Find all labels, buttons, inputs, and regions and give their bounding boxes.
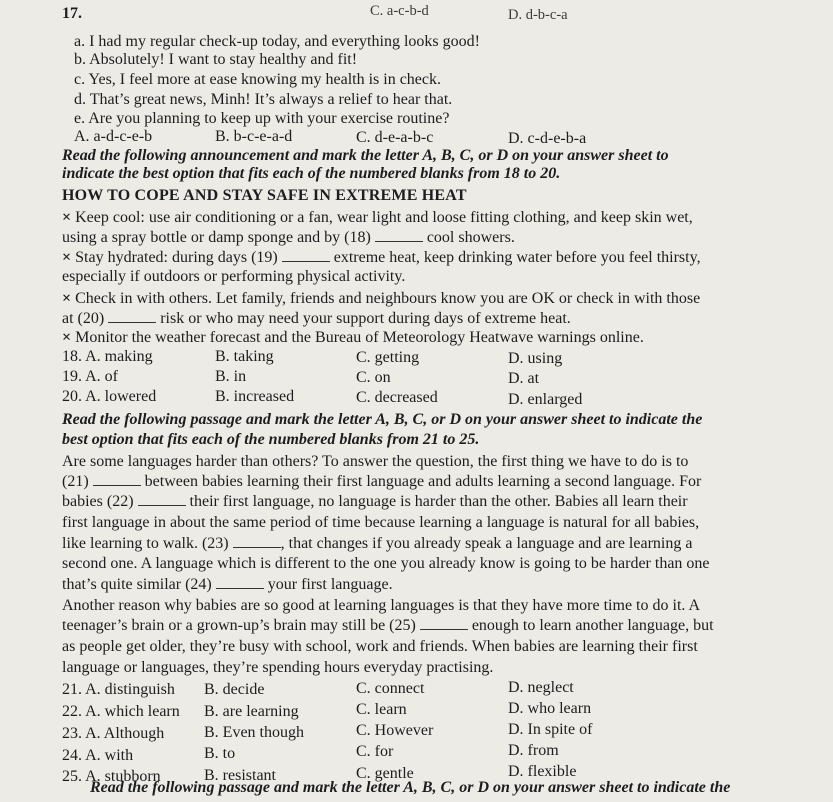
q17-option-c: C. d-e-a-b-c <box>356 129 434 146</box>
blank-22 <box>138 493 186 506</box>
passage-line-7 <box>62 575 393 594</box>
passage-instruction-line-1: Read the following passage and mark the letter A, B, C, or D on your answer sheet to indicate the <box>62 411 703 428</box>
q23-option-b: B. Even though <box>204 724 304 741</box>
bullet-keep-cool-line-2 <box>62 228 515 247</box>
blank-19-tail: extreme heat, keep drinking water before you feel thirsty, <box>333 249 701 266</box>
blank-20 <box>108 310 156 323</box>
cross-bullet-icon: × <box>62 209 72 226</box>
bullet-keep-cool-text: Keep cool: use air conditioning or a fan, wear light and loose fitting clothing, and keep skin wet, <box>75 209 693 226</box>
blank-23-tail: , that changes if you already speak a language and are learning a <box>280 535 693 552</box>
q17-option-d: D. c-d-e-b-a <box>508 130 587 147</box>
blank-18-tail: cool showers. <box>426 229 515 246</box>
q21-option-d: D. neglect <box>508 679 574 696</box>
blank-22-tail: their first language, no language is harder than the other. Babies all learn their <box>189 493 688 510</box>
blank-24-tail: your first language. <box>267 576 393 593</box>
blank-25-tail: enough to learn another language, but <box>471 617 714 634</box>
q21-option-b: B. decide <box>204 681 265 698</box>
q17-sentence-b: b. Absolutely! I want to stay healthy and fit! <box>74 51 358 68</box>
q19-option-a: 19. A. of <box>62 368 118 385</box>
passage-line-4: first language in about the same period of time because learning a language is natural for all babies, <box>62 514 700 531</box>
q20-option-a: 20. A. lowered <box>62 388 157 405</box>
bullet-check-in-line-2 <box>62 309 571 328</box>
q25-option-a: 25. A. stubborn <box>62 768 161 785</box>
q24-option-b: B. to <box>204 745 236 762</box>
q20-option-b: B. increased <box>215 388 295 405</box>
passage-line-9 <box>62 616 714 635</box>
blank-25 <box>420 617 468 630</box>
q24-option-c: C. for <box>356 743 394 760</box>
q22-option-c: C. learn <box>356 701 407 718</box>
next-section-instruction: Read the following passage and mark the letter A, B, C, or D on your answer sheet to indicate the <box>90 779 731 796</box>
passage-line-6: second one. A language which is different to the one you already know is going to be harder than one <box>62 555 710 572</box>
passage-line-11: language or languages, they’re spending hours everyday practising. <box>62 659 494 676</box>
bullet-monitor <box>62 328 644 347</box>
question-17-number: 17. <box>62 5 82 22</box>
blank-21-lead: (21) <box>62 473 89 490</box>
q22-option-a: 22. A. which learn <box>62 703 180 720</box>
passage-line-5 <box>62 534 692 553</box>
blank-25-lead: teenager’s brain or a grown-up’s brain may still be (25) <box>62 617 416 634</box>
bullet-check-in-text: Check in with others. Let family, friends and neighbours know you are OK or check in with those <box>75 290 701 307</box>
passage-line-10: as people get older, they’re busy with school, work and friends. When babies are learning their first <box>62 638 698 655</box>
q18-option-d: D. using <box>508 350 563 367</box>
q17-sentence-a: a. I had my regular check-up today, and everything looks good! <box>74 33 480 50</box>
q22-option-b: B. are learning <box>204 703 299 720</box>
cross-bullet-icon: × <box>62 249 72 266</box>
q21-option-c: C. connect <box>356 680 425 697</box>
q25-option-b: B. resistant <box>204 767 276 784</box>
blank-19-lead: Stay hydrated: during days (19) <box>75 249 278 266</box>
blank-23 <box>233 535 281 548</box>
q19-option-b: B. in <box>215 368 247 385</box>
q22-option-d: D. who learn <box>508 700 592 717</box>
blank-21-tail: between babies learning their first language and adults learning a second language. For <box>144 473 702 490</box>
q17-sentence-c: c. Yes, I feel more at ease knowing my health is in check. <box>74 71 442 88</box>
q18-option-a: 18. A. making <box>62 348 153 365</box>
q17-top-option-d: D. d-b-c-a <box>508 7 568 23</box>
q19-option-d: D. at <box>508 370 540 387</box>
blank-18 <box>375 229 423 242</box>
blank-22-lead: babies (22) <box>62 493 134 510</box>
cross-bullet-icon: × <box>62 290 72 307</box>
blank-23-lead: like learning to walk. (23) <box>62 535 229 552</box>
announcement-instruction-line-2: indicate the best option that fits each of the numbered blanks from 18 to 20. <box>62 165 561 182</box>
announcement-heading: HOW TO COPE AND STAY SAFE IN EXTREME HEAT <box>62 187 467 204</box>
passage-line-1: Are some languages harder than others? To answer the question, the first thing we have to do is to <box>62 453 689 470</box>
blank-20-tail: risk or who may need your support during days of extreme heat. <box>160 310 571 327</box>
q23-option-a: 23. A. Although <box>62 725 165 742</box>
passage-line-2 <box>62 472 701 491</box>
q25-option-d: D. flexible <box>508 763 577 780</box>
blank-21 <box>93 473 141 486</box>
passage-line-8: Another reason why babies are so good at learning languages is that they have more time to do it. A <box>62 597 701 614</box>
blank-19 <box>282 249 330 262</box>
q20-option-d: D. enlarged <box>508 391 583 408</box>
q20-option-c: C. decreased <box>356 389 438 406</box>
q17-sentence-e: e. Are you planning to keep up with your exercise routine? <box>74 110 450 127</box>
passage-line-3 <box>62 492 688 511</box>
q17-option-b: B. b-c-e-a-d <box>215 128 293 145</box>
blank-24-lead: that’s quite similar (24) <box>62 576 212 593</box>
q23-option-d: D. In spite of <box>508 721 593 738</box>
passage-instruction-line-2: best option that fits each of the numbered blanks from 21 to 25. <box>62 431 480 448</box>
q17-option-a: A. a-d-c-e-b <box>74 128 153 145</box>
q17-sentence-d: d. That’s great news, Minh! It’s always a relief to hear that. <box>74 91 453 108</box>
q25-option-c: C. gentle <box>356 765 414 782</box>
q24-option-d: D. from <box>508 742 559 759</box>
blank-24 <box>216 576 264 589</box>
q21-option-a: 21. A. distinguish <box>62 681 175 698</box>
q17-top-option-c: C. a-c-b-d <box>370 3 429 19</box>
q19-option-c: C. on <box>356 369 391 386</box>
q23-option-c: C. However <box>356 722 434 739</box>
q24-option-a: 24. A. with <box>62 747 134 764</box>
blank-18-lead: using a spray bottle or damp sponge and by (18) <box>62 229 371 246</box>
bullet-monitor-text: Monitor the weather forecast and the Bureau of Meteorology Heatwave warnings online. <box>75 329 644 346</box>
bullet-check-in <box>62 289 700 308</box>
blank-20-lead: at (20) <box>62 310 105 327</box>
bullet-keep-cool <box>62 208 693 227</box>
bullet-stay-hydrated-line-2: especially if outdoors or performing physical activity. <box>62 268 406 285</box>
cross-bullet-icon: × <box>62 329 72 346</box>
announcement-instruction-line-1: Read the following announcement and mark the letter A, B, C, or D on your answer sheet to <box>62 147 669 164</box>
q18-option-c: C. getting <box>356 349 420 366</box>
q18-option-b: B. taking <box>215 348 274 365</box>
bullet-stay-hydrated <box>62 248 701 267</box>
